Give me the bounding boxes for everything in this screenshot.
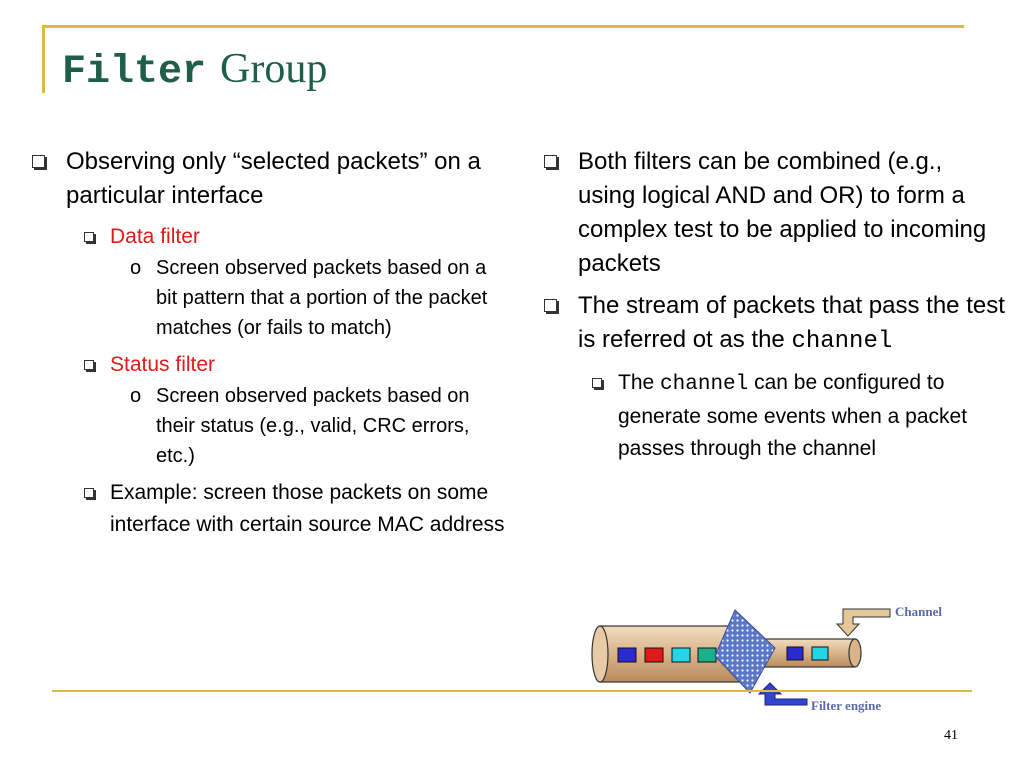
left-column	[28, 145, 508, 541]
example-text: Example: screen those packets on some interface with certain source MAC address	[110, 481, 505, 536]
filter-engine-arrow	[759, 683, 807, 705]
filter-engine-label: Filter engine	[811, 698, 882, 713]
status-filter-desc-text: Screen observed packets based on their status (e.g., valid, CRC errors, etc.)	[156, 385, 470, 467]
bullet-data-filter-desc	[130, 253, 508, 343]
status-filter-label: Status filter	[110, 353, 216, 376]
input-tube-end	[592, 626, 608, 682]
square-bullet-icon	[544, 299, 557, 312]
top-rule	[42, 25, 964, 28]
packet-blue	[618, 648, 636, 662]
square-bullet-icon	[84, 488, 94, 498]
bullet-channel-config	[590, 367, 1005, 465]
square-bullet-icon	[32, 155, 45, 168]
bullet-observing	[28, 145, 508, 213]
packet-cyan-out	[812, 647, 828, 660]
square-bullet-icon	[544, 155, 557, 168]
title-word-filter: Filter	[62, 50, 207, 95]
circle-bullet-icon: o	[130, 385, 142, 407]
right-column	[540, 145, 1005, 465]
output-tube-end	[849, 639, 861, 667]
bullet-status-filter-desc	[130, 381, 508, 471]
circle-bullet-icon: o	[130, 257, 142, 279]
bullet-observing-text: Observing only “selected packets” on a particular interface	[66, 148, 481, 209]
bullet-data-filter	[82, 221, 508, 253]
bullet-stream	[540, 289, 1005, 359]
bullet-combined	[540, 145, 1005, 281]
data-filter-desc-text: Screen observed packets based on a bit pattern that a portion of the packet matches (or fails to match)	[156, 257, 488, 339]
square-bullet-icon	[84, 232, 94, 242]
packet-blue-out	[787, 647, 803, 660]
square-bullet-icon	[592, 378, 602, 388]
title-word-group: Group	[220, 46, 328, 92]
packet-green	[698, 648, 716, 662]
packet-cyan	[672, 648, 690, 662]
bullet-status-filter	[82, 349, 508, 381]
packet-red	[645, 648, 663, 662]
bottom-rule	[52, 690, 972, 692]
channel-arrow	[837, 609, 890, 636]
channel-config-post: can be configured to generate some events when a packet passes through the channel	[618, 371, 968, 460]
filter-diagram	[585, 598, 975, 723]
channel-config-pre: The	[618, 371, 655, 394]
slide-title	[62, 38, 327, 103]
bullet-combined-text: Both filters can be combined (e.g., using logical AND and OR) to form a complex test to be applied to incoming packets	[578, 148, 987, 277]
channel-label: Channel	[895, 604, 942, 619]
left-rule	[42, 25, 45, 93]
square-bullet-icon	[84, 360, 94, 370]
bullet-example	[82, 477, 508, 541]
bullet-stream-text: The stream of packets that pass the test is referred ot as the	[578, 292, 1005, 353]
data-filter-label: Data filter	[110, 225, 200, 248]
channel-config-code: channel	[660, 373, 749, 396]
page-number: 41	[944, 728, 958, 743]
channel-code: channel	[791, 328, 893, 355]
